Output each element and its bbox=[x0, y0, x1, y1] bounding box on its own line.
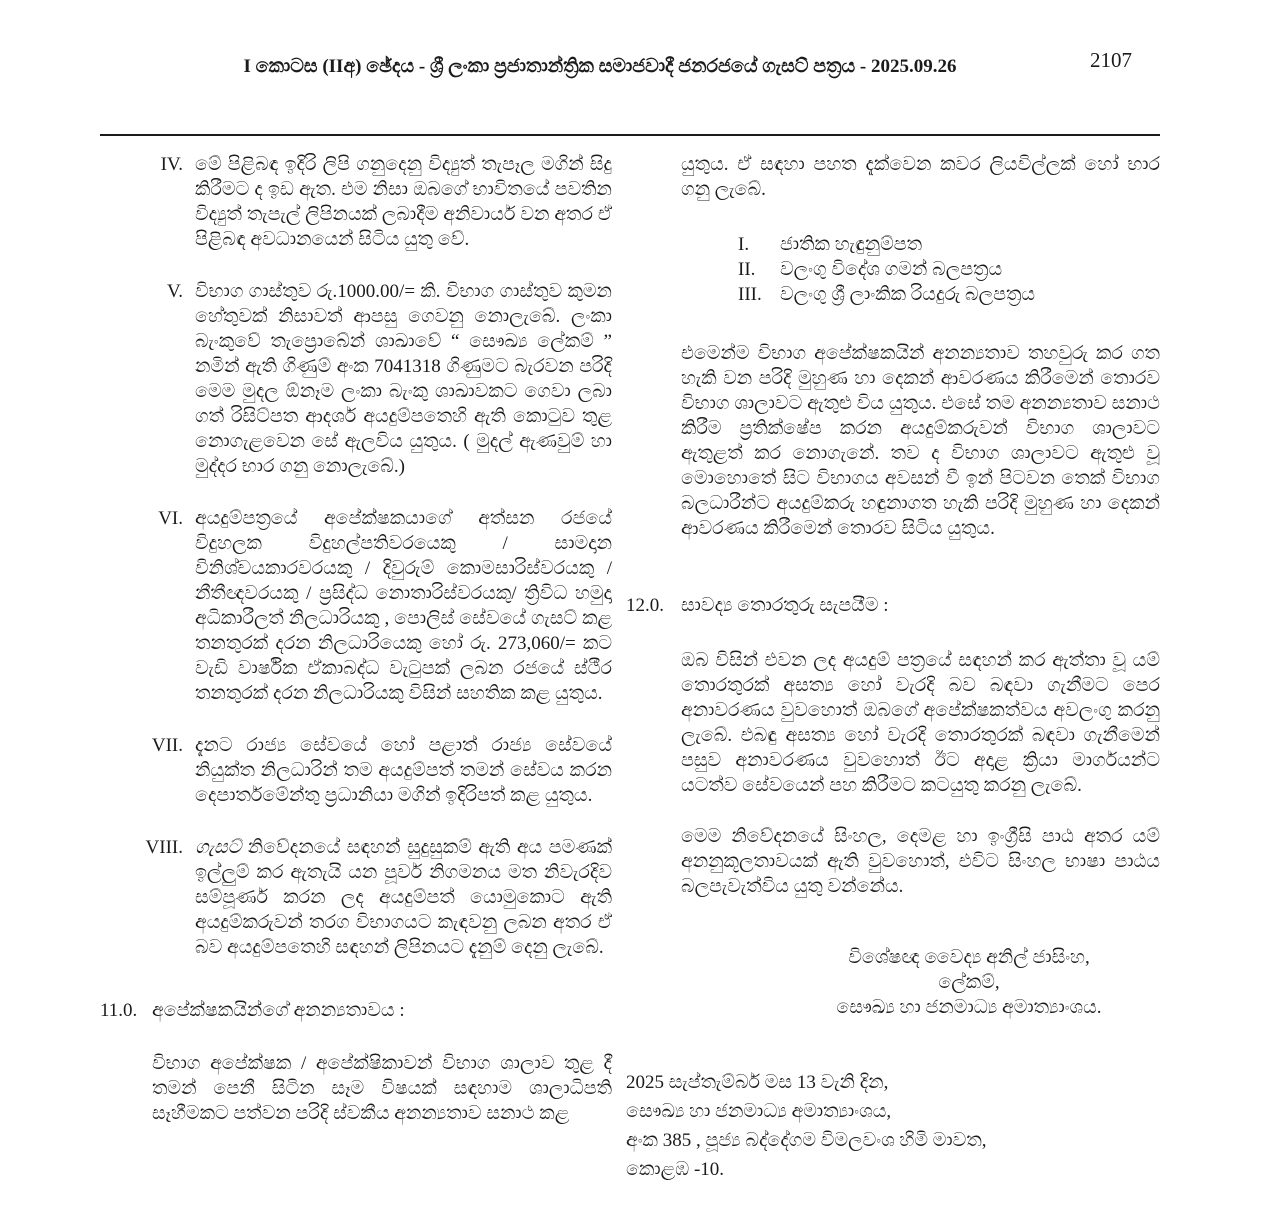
list-item bbox=[738, 282, 1160, 307]
signatory-name: විශේෂඥ වෛද්‍ය අනිල් ජාසිංහ, bbox=[848, 947, 1090, 968]
list-item-vii bbox=[145, 733, 612, 808]
item-text: අයදුම්පත්‍රයේ අපේක්ෂකයාගේ අත්සන රජයේ විදුහලක විදුහල්පතිවරයෙකු / සාමදාන විනිශ්චයකාරවරයකු / දිවුරුම් කොමසාරිස්වරයකු / නීතීඥවරයකු / ප්‍රසිද්ධ නොතාරිස්වරයකු/ ත්‍රිවිධ හමුදා අධිකාරීලත් නිලධාරියකු , පොලිස් සේවයේ ගැසට් කළ තනතුරක් දරන නිලධාරියෙකු හෝ රු. 273,060/= කට වැඩි වාර්ෂික ඒකාබද්ධ වැටුපක් ලබන රජයේ ස්ථීර තනතුරක් දරන නිලධාරියකු විසින් සහතික කළ යුතුය. bbox=[195, 508, 612, 704]
continuation-paragraph: යුතුය. ඒ සඳහා පහත දැක්වෙන කවර ලියවිල්ලක් හෝ භාර ගනු ලැබේ. bbox=[681, 154, 1160, 200]
item-numeral: V. bbox=[166, 281, 183, 302]
item-numeral: II. bbox=[738, 259, 756, 280]
list-item-vi bbox=[145, 506, 612, 706]
signature-block bbox=[778, 945, 1160, 1020]
section-12-heading bbox=[626, 593, 1160, 618]
section-12-paragraph-1: ඔබ විසින් එවන ලද අයදුම් පත්‍රයේ සඳහන් කර ඇත්තා වූ යම් තොරතුරක් අසත්‍ය හෝ වැරදි බව බඳවා ගැනීමට පෙර අනාවරණය වුවහොත් ඔබගේ අපේක්ෂකත්වය අවලංගු කරනු ලැබේ. එබඳු අසත්‍ය හෝ වැරදි තොරතුරක් බඳවා ගැනීමෙන් පසුව අනාවරණය වුවහොත් ඊට අදාළ ක්‍රියා මාර්ගයන්ට යටත්ව සේවයෙන් පහ කිරීමට කටයුතු කරනු ලැබේ. bbox=[681, 650, 1160, 796]
page-number: 2107 bbox=[1090, 48, 1132, 72]
two-column-body bbox=[100, 152, 1160, 1184]
item-text-rest: නිවේදනයේ සඳහන් සුදුසුකම් ඇති අය පමණක් ඉල්ලුම් කර ඇතැයි යන පූර්ව නිගමනය මත නිවැරදිව සම්පූර්ණ කරන ලද අයදුම්පත් යොමුකොට ඇති අයදුම්කරුවන් තරග විභාගයට කැඳවනු ලබන අතර ඒ බව අයදුම්පතෙහි සඳහන් ලිපිනයට දැනුම් දෙනු ලැබේ. bbox=[195, 837, 613, 958]
item-numeral: VIII. bbox=[145, 837, 183, 858]
section-11-paragraph: විභාග අපේක්ෂක / අපේක්ෂිකාවන් විභාග ශාලාව තුළ දී තමන් පෙනී සිටින සෑම විෂයක් සඳහාම ශාලාධිපති සෑහීමකට පත්වන පරිදි ස්වකීය අනන්‍යතාව සනාථ කළ bbox=[152, 1053, 612, 1124]
item-numeral: VII. bbox=[151, 735, 183, 756]
dateline-block bbox=[626, 1068, 1160, 1184]
section-number: 12.0. bbox=[626, 595, 664, 616]
list-item bbox=[738, 232, 1160, 257]
item-numeral: I. bbox=[738, 234, 750, 255]
header-divider bbox=[100, 134, 1160, 136]
item-lead-word: ගැසට් bbox=[195, 837, 242, 858]
dateline-city: කොළඹ -10. bbox=[626, 1159, 725, 1180]
item-text: ජාතික හැඳුනුම්පත bbox=[780, 234, 923, 255]
list-item-viii bbox=[145, 835, 612, 960]
dateline-street: අංක 385 , පූජ්‍ය බද්දේගම විමලවංශ හිමි මාවත, bbox=[626, 1130, 987, 1151]
right-column bbox=[626, 152, 1160, 1184]
section-11-heading bbox=[100, 998, 612, 1023]
section-title: සාවද්‍ය තොරතුරු සැපයීම : bbox=[681, 595, 889, 616]
item-text: වලංගු ශ්‍රී ලාංකික රියදුරු බලපත්‍රය bbox=[780, 284, 1036, 305]
signatory-title: ලේකම්, bbox=[938, 972, 1000, 993]
item-numeral: III. bbox=[738, 284, 762, 305]
item-text: දැනට රාජ්‍ය සේවයේ හෝ පළාත් රාජ්‍ය සේවයේ නියුක්ත නිලධාරින් තම අයදුම්පත් තමන් සේවය කරන දෙපාර්තමේන්තු ප්‍රධානියා මගින් ඉදිරිපත් කළ යුතුය. bbox=[195, 735, 612, 806]
identity-verification-paragraph: එමෙන්ම විභාග අපේක්ෂකයින් අනන්‍යතාව තහවුරු කර ගත හැකි වන පරිදි මුහුණ හා දෙකන් ආවරණය කිරීමෙන් තොරව විභාග ශාලාවට ඇතුළු විය යුතුය. එසේ තම අනන්‍යතාව සනාථ කිරීම ප්‍රතික්ෂේප කරන අයදුම්කරුවන් විභාග ශාලාවට ඇතුළත් කර නොගැනේ. තව ද විභාග ශාලාවට ඇතුළු වූ මොහොතේ සිට විභාගය අවසන් වී ඉන් පිටවන තෙක් විභාග බලධාරීන්ට අයදුම්කරු හඳුනාගත හැකි පරිදි මුහුණ හා දෙකන් ආවරණය කිරීමෙන් තොරව සිටිය යුතුය. bbox=[681, 343, 1160, 539]
page-header bbox=[100, 48, 1160, 94]
item-text: මේ පිළිබඳ ඉදිරි ලිපි ගනුදෙනු විද්‍යුත් තැපෑල මගින් සිදු කිරීමට ද ඉඩ ඇත. එම නිසා ඔබගේ භාවිතයේ පවතින විද්‍යුත් තැපැල් ලිපිනයක් ලබාදීම අනිවාර්ය වන අතර ඒ පිළිබඳ අවධානයෙන් සිටිය යුතු වේ. bbox=[195, 154, 612, 250]
item-numeral: IV. bbox=[160, 154, 183, 175]
gazette-header-title: I කොටස (IIඅ) ඡේදය - ශ්‍රී ලංකා ප්‍රජාතාන්ත්‍රික සමාජවාදී ජනරජයේ ගැසට් පත්‍රය - 2025.09.26 bbox=[243, 56, 957, 77]
identity-documents-list bbox=[738, 232, 1160, 307]
item-numeral: VI. bbox=[158, 508, 183, 529]
list-item-iv bbox=[145, 152, 612, 252]
section-number: 11.0. bbox=[100, 1000, 138, 1021]
item-text: විභාග ගාස්තුව රු.1000.00/= කි. විභාග ගාස්තුව කුමන හේතුවක් නිසාවත් ආපසු ගෙවනු නොලැබේ. ලංකා බැංකුවේ තැප්‍රොබේන් ශාඛාවේ “ සෞඛ්‍ය ලේකම් ” නමින් ඇති ගිණුම් අංක 7041318 ගිණුමට බැරවන පරිදි මෙම මුදල ඕනෑම ලංකා බැංකු ශාඛාවකට ගෙවා ලබා ගත් රිසිට්පත ආදර්ශ අයදුම්පතෙහි ඇති කොටුව තුළ නොගැළවෙන සේ ඇලවිය යුතුය. ( මුදල් ඇණවුම් හා මුද්දර භාර ගනු නොලැබේ.) bbox=[195, 281, 612, 477]
section-title: අපේක්ෂකයින්ගේ අනන්‍යතාවය : bbox=[152, 1000, 405, 1021]
list-item bbox=[738, 257, 1160, 282]
section-12-paragraph-2: මෙම නිවේදනයේ සිංහල, දෙමළ හා ඉංග්‍රීසි පාඨ අතර යම් අනනුකූලතාවයක් ඇති වුවහොත්, එවිට සිංහල භාෂා පාඨය බලපැවැත්විය යුතු වන්නේය. bbox=[681, 826, 1160, 897]
dateline-ministry: සෞඛ්‍ය හා ජනමාධ්‍ය අමාත්‍යාංශය, bbox=[626, 1101, 892, 1122]
item-text: වලංගු විදේශ ගමන් බලපත්‍රය bbox=[780, 259, 1003, 280]
signatory-organization: සෞඛ්‍ය හා ජනමාධ්‍ය අමාත්‍යාංශය. bbox=[836, 997, 1102, 1018]
list-item-v bbox=[145, 279, 612, 479]
dateline-date: 2025 සැප්තැම්බර් මස 13 වැනි දින, bbox=[626, 1072, 889, 1093]
left-column bbox=[100, 152, 612, 1184]
item-text bbox=[195, 835, 612, 960]
